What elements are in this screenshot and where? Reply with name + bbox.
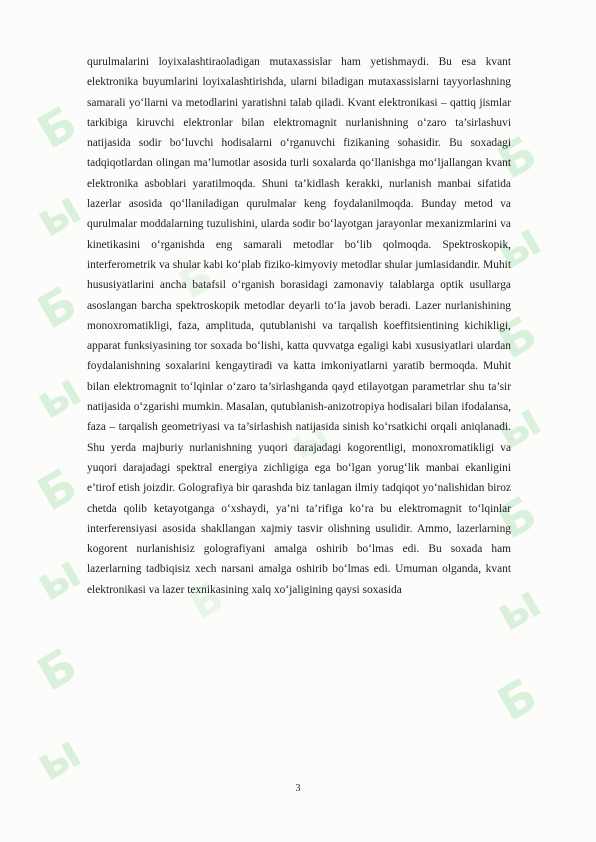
svg-text:Б: Б [172,253,222,309]
svg-text:Б: Б [28,637,86,702]
svg-text:ы: ы [26,179,90,248]
svg-text:Б: Б [488,125,546,190]
body-paragraph: qurulmalarini loyixalashtiraoladigan mutaxassislar ham yetishmaydi. Bu esa kvant elektronika buyumlarini loyixalashtirishda, ularni biladigan mutaxassislarni tayyorlashning samarali yo‘llarni va metodlarini yaratishni talab qiladi. Kvant elektronikasi – qattiq jismlar tarkibiga kiruvchi elektronlar bilan elektromagnit nurlanishning o‘zaro ta’sirlashuvi natijasida sodir bo‘luvchi hodisalarni o‘rganuvchi fizikaning sohasidir. Bu soxadagi tadqiqotlardan olingan ma’lumotlar asosida turli soxalarda qo‘llanishga mo‘ljallangan kvant elektronika asboblari yaratilmoqda. Shuni ta’kidlash kerakki, nurlanish manbai sifatida lazerlar asosida qo‘llaniladigan qurulmalar keng foydalanilmoqda. Bunday metod va qurulmalar moddalarning tuzulishini, ularda sodir bo‘layotgan jarayonlar mexanizmlarini va kinetikasini o‘rganishda eng samarali metodlar bo‘lib qolmoqda. Spektroskopik, interferometrik va shular kabi ko‘plab fiziko-kimyoviy metodlar shular jumlasidandir. Muhit hususiyatlarini ancha batafsil o‘rganish borasidagi zamonaviy talablarga optik usullarga asoslangan barcha spektroskopik metodlar deyarli to‘la javob beradi. Lazer nurlanishining monoxromatikligi, faza, amplituda, qutublanishi va tarqalish koeffitsientining kichikligi, apparat funksiyasining tor soxada bo‘lishi, katta quvvatga egaligi kabi xususiyatlari ulardan foydalanishning soxalarini kengaytiradi va katta imkoniyatlarni yaratib bermoqda. Muhit bilan elektromagnit to‘lqinlar o‘zaro ta’sirlashganda qayd etilayotgan parametrlar shu ta’sir natijasida o‘zgarishi mumkin. Masalan, qutublanish-anizotropiya hodisalari bilan ifodalansa, faza – tarqalish geometriyasi va ta’sirlashish natijasida sinish ko‘rsatkichi orqali aniqlanadi. Shu yerda majburiy nurlanishning yuqori darajadagi kogorentligi, monoxromatikligi va yuqori darajadagi spektral energiya zichligiga ega bo‘lgan yorug‘lik manbai ekanligini e’tirof etish joizdir. Golografiya bir qarashda biz tanlagan ilmiy tadqiqot yo‘nalishidan biroz chetda qolib ketayotganga o‘xshaydi, ya’ni ta’rifiga ko‘ra bu elektromagnit to‘lqinlar interferensiyasi asosida shakllangan xajmiy tasvir olishning usulidir. Ammo, lazerlarning kogorent nurlanishisiz golografiyani amalga oshirib bo‘lmas edi. Bu soxada ham lazerlarning tadbiqisiz xech narsani amalga oshirib bo‘lmas edi. Umuman olganda, kvant elektronikasi va lazer texnikasining xalq xo‘jaligining qaysi soxasida [87,56,511,596]
svg-text:Б: Б [182,573,232,629]
svg-text:Б: Б [28,457,86,522]
svg-text:Б: Б [28,95,86,160]
svg-text:Б: Б [488,305,546,370]
svg-text:ы: ы [282,410,337,469]
svg-text:Б: Б [28,275,86,340]
svg-text:ы: ы [26,543,90,612]
page-number: 3 [295,783,301,794]
svg-text:ы: ы [486,573,550,642]
watermark-left-column [27,95,90,791]
svg-text:ы: ы [486,391,550,460]
svg-text:ы: ы [486,211,550,280]
svg-text:ы: ы [26,361,90,430]
svg-text:Б: Б [488,485,546,550]
svg-text:Б: Б [488,667,546,732]
svg-text:ы: ы [26,723,90,792]
